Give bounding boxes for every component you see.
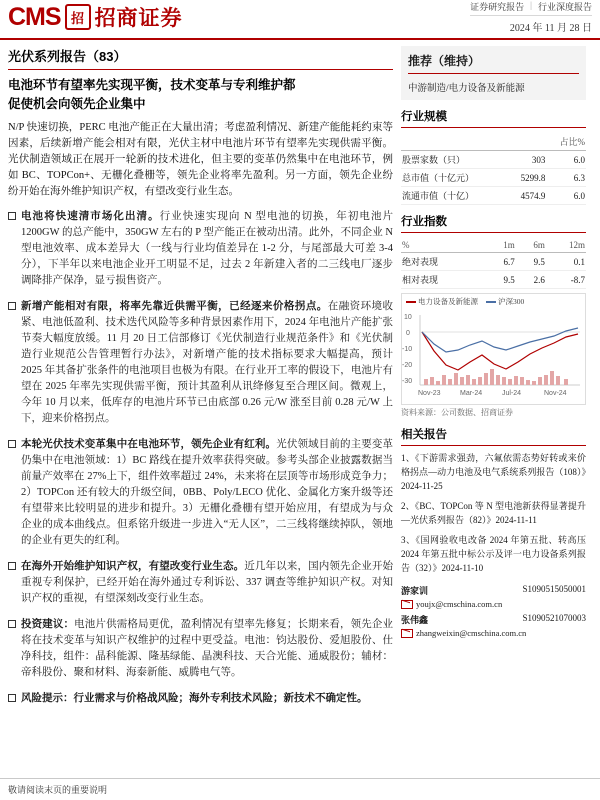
row-value: 5299.8 <box>508 169 547 187</box>
analyst-row <box>401 612 586 627</box>
list-item <box>8 558 393 607</box>
row-label: 总市值（十亿元） <box>401 169 508 187</box>
svg-text:Nov-23: Nov-23 <box>418 390 441 397</box>
row-label: 流通市值（十亿） <box>401 187 508 205</box>
mail-icon <box>401 629 413 638</box>
svg-text:-10: -10 <box>402 346 413 353</box>
col-header-12m: 12m <box>546 238 586 253</box>
analyst-name: 游家训 <box>401 586 429 596</box>
table-row <box>401 187 586 205</box>
list-item <box>8 616 393 681</box>
point-title: 电池将快速清市场化出清。 <box>21 210 160 222</box>
breadcrumb-research: 证券研究报告 <box>470 2 525 12</box>
industry-scale-table <box>401 133 586 205</box>
legend-item-industry <box>406 296 478 307</box>
main-column <box>8 46 393 706</box>
lead-paragraph: N/P 快速切换，PERC 电池产能正在大量出清；考虑盈利情况、新建产能能耗约束等因素，后续新增产能会相对有限，光伏主材中电池片环节有望率先实现供需平衡。光伏制造领域正在展开一轮新的技术进化，但主要的变革仍然集中在电池环节，例如 BC、TOPCon+、无栅化叠栅等，领先企业将率先盈利。另一方面，领先企业纷纷开始在海外维护知识产权，有望改变行业生态。 <box>8 122 393 197</box>
key-points-list <box>8 208 393 681</box>
row-6m: 2.6 <box>516 271 546 289</box>
table-row <box>401 151 586 169</box>
related-reports-title: 相关报告 <box>401 426 586 446</box>
header-meta <box>470 0 600 34</box>
svg-text:0: 0 <box>406 330 410 337</box>
chart-legend <box>402 294 585 307</box>
svg-text:-30: -30 <box>402 378 413 385</box>
sidebar <box>401 46 586 706</box>
headline-line-2: 促使机会向领先企业集中 <box>8 97 146 111</box>
recommendation-rating: 推荐（维持） <box>408 52 579 74</box>
col-header-unit: % <box>401 238 486 253</box>
svg-text:Mar-24: Mar-24 <box>460 390 483 397</box>
svg-text:-20: -20 <box>402 362 413 369</box>
row-pct: 6.0 <box>546 187 586 205</box>
row-pct: 6.0 <box>546 151 586 169</box>
row-value: 4574.9 <box>508 187 547 205</box>
analyst-section <box>401 583 586 641</box>
col-header-pct: 占比% <box>546 133 586 151</box>
table-row <box>401 271 586 289</box>
breadcrumb-separator: | <box>530 0 532 10</box>
logo-cms-text: CMS <box>8 3 61 31</box>
analyst-row <box>401 583 586 598</box>
row-1m: 9.5 <box>486 271 516 289</box>
point-text: 近几年以来，国内领先企业开始重视专利保护，已经开始在海外通过专利诉讼、337 调查等维护知识产权。对知识产权的重视，有望深刻改变行业生态。 <box>21 561 394 604</box>
report-headline <box>8 76 393 114</box>
svg-text:10: 10 <box>404 314 412 321</box>
company-logo <box>0 0 183 32</box>
col-header-value <box>508 133 547 151</box>
page-header <box>0 0 600 40</box>
logo-chinese-text: 招商证券 <box>94 7 183 30</box>
row-label: 股票家数（只） <box>401 151 508 169</box>
row-label: 绝对表现 <box>401 253 486 271</box>
point-title: 在海外开始维护知识产权，有望改变行业生态。 <box>21 560 245 572</box>
legend-label-csi300: 沪深300 <box>498 297 525 306</box>
performance-chart <box>401 293 586 405</box>
industry-index-title: 行业指数 <box>401 213 586 233</box>
recommendation-box <box>401 46 586 100</box>
col-header-1m: 1m <box>486 238 516 253</box>
row-value: 303 <box>508 151 547 169</box>
point-text: 电池片供需格局更优，盈利情况有望率先修复；长期来看，领先企业将在技术变革与知识产权维护的过程中更受益。电池：钧达股份、爱旭股份、仕净科技，组件：晶科能源、隆基绿能、晶澳科技、天合光能、通威股份；辅材：帝科股份、聚和材料、海泰新能、威腾电气等。 <box>21 619 394 678</box>
list-item[interactable]: 3、《国网验收电改备 2024 年第五批、转高压 2024 年第五批中标公示及评一电力设备系列报告（32）》2024-11-10 <box>401 535 586 573</box>
analyst-email-row[interactable] <box>401 598 586 612</box>
point-text: 行业快速实现向 N 型电池的切换，年初电池片 1200GW 的总产能中，350GW 左右的 P 型产能正在被动出清。此外，不同企业 N 型电池效率、成本差异大（一线与行业均值差异在 1-2 分，与尾部最大可差 3-4 分），下半年以来电池企业开工明显不足，过去 2 年新建入者的二三线电厂逐步调降排产保净，显亏损售资产。 <box>21 211 393 286</box>
row-pct: 6.3 <box>546 169 586 187</box>
point-text: 在融资环境收紧、电池低盈利、技术迭代风险等多种背景因素作用下，2024 年电池片产能扩张节奏大幅度放缓。11 月 20 日工信部修订《光伏制造行业规范条件》和《光伏制造行业规范公告管理暂行办法》，对新增产能的技术指标要求大幅提高，预计 2025 年其备扩张条件的电池项目也极为有限。在行业开工率的假设下，电池片有望在 2025 年率先实现供需平衡，预计其盈利从讯绛修复至合理区间。微观上，今年 10 月以来，低库存的电池片环节已由底部 0.26 元/W 涨至目前 0.28 元/W 上下，迎来价格拐点。 <box>21 301 394 424</box>
col-header-6m: 6m <box>516 238 546 253</box>
recommendation-sector: 中游制造/电力设备及新能源 <box>408 84 525 94</box>
industry-scale-title: 行业规模 <box>401 108 586 128</box>
page-footer: 敬请阅读末页的重要说明 <box>0 778 600 800</box>
analyst-email-row[interactable] <box>401 627 586 641</box>
analyst-email[interactable]: youjx@cmschina.com.cn <box>416 599 503 609</box>
risk-statement: 风险提示：行业需求与价格战风险；海外专利技术风险；新技术不确定性。 <box>8 690 393 706</box>
breadcrumb-category: 行业深度报告 <box>537 2 592 12</box>
analyst-email[interactable]: zhangweixin@cmschina.com.cn <box>416 628 527 638</box>
row-12m: -8.7 <box>546 271 586 289</box>
related-reports-section <box>401 426 586 575</box>
table-row <box>401 253 586 271</box>
legend-item-csi300 <box>486 296 524 307</box>
analyst-code: S1090515050001 <box>522 584 586 594</box>
legend-label-industry: 电力设备及新能源 <box>418 297 478 306</box>
list-item <box>8 208 393 289</box>
industry-scale-section <box>401 108 586 205</box>
page-body <box>0 40 600 706</box>
logo-badge-icon: 招 <box>65 4 91 30</box>
point-title: 新增产能相对有限，将率先靠近供需平衡，已经逐来价格拐点。 <box>21 300 328 312</box>
chart-source: 资料来源：公司数据、招商证券 <box>401 408 513 417</box>
industry-index-section <box>401 213 586 418</box>
report-date: 2024 年 11 月 28 日 <box>509 23 592 34</box>
analyst-name: 张伟鑫 <box>401 615 429 625</box>
svg-text:Jul-24: Jul-24 <box>502 390 522 397</box>
analyst-code: S1090521070003 <box>522 613 586 623</box>
list-item <box>8 436 393 549</box>
series-title: 光伏系列报告（83） <box>8 46 393 70</box>
list-item <box>8 298 393 427</box>
point-text: 光伏领域目前的主要变革仍集中在电池领域：1）BC 路线在提升效率获得突破。参考头部企业披露数据当前量产效率在 27%上下，组件效率超过 24%，未来将在层顶等市场形成竞争力；2）TOPCon 还有较大的升级空间，0BB、Poly/LECO 优化、金属化方案升级等还有望带来比较明显的进步和提升。3）无栅化叠栅有望开始应用，有望成为与众企业的成本曲线点。但系铭升级进一步进入“无人区”，二三线将继续掉队，领地的企业有更失的红利。 <box>21 439 394 546</box>
svg-text:Nov-24: Nov-24 <box>544 390 567 397</box>
industry-index-table <box>401 238 586 289</box>
headline-line-1: 电池环节有望率先实现平衡，技术变革与专利维护都 <box>8 78 296 92</box>
related-reports-list <box>401 451 586 575</box>
col-header-blank <box>401 133 508 151</box>
row-label: 相对表现 <box>401 271 486 289</box>
list-item[interactable]: 1、《下游需求强劲，六氟依需态势好转或来价格拐点—动力电池及电气系统系列报告（108）》2024-11-25 <box>401 453 586 491</box>
row-12m: 0.1 <box>546 253 586 271</box>
row-1m: 6.7 <box>486 253 516 271</box>
list-item[interactable]: 2、《BC、TOPCon 等 N 型电池新获得显著提升—光伏系列报告（82）》2024-11-11 <box>401 501 586 525</box>
table-row <box>401 169 586 187</box>
row-6m: 9.5 <box>516 253 546 271</box>
point-title: 投资建议： <box>21 618 75 630</box>
mail-icon <box>401 600 413 609</box>
chart-svg <box>402 307 585 399</box>
point-title: 本轮光伏技术变革集中在电池环节，领先企业有红利。 <box>21 438 277 450</box>
